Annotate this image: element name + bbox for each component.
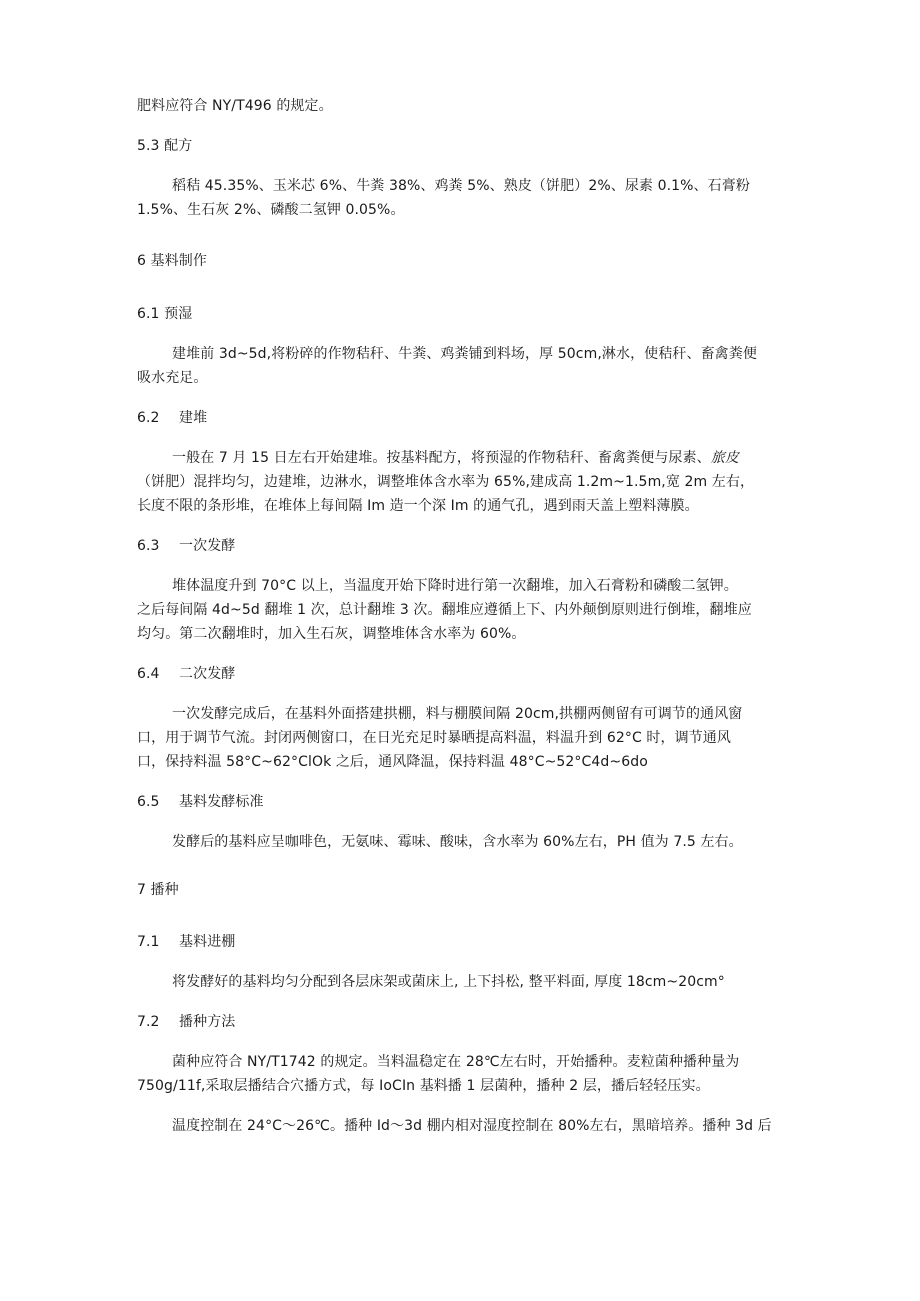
- section-number: 7.1: [137, 934, 160, 950]
- section-number: 7.2: [137, 1014, 160, 1030]
- paragraph-line: 长度不限的条形堆，在堆体上每间隔 Im 造一个深 Im 的通气孔，遇到雨天盖上塑料薄膜。: [137, 498, 699, 514]
- paragraph-line: 肥料应符合 NY/T496 的规定。: [137, 98, 333, 114]
- paragraph-line: 吸水充足。: [137, 370, 208, 386]
- paragraph-line: 一次发酵完成后，在基料外面搭建拱棚，料与棚膜间隔 20cm,拱棚两侧留有可调节的通风窗: [172, 706, 743, 722]
- paragraph-line: [172, 448, 797, 468]
- paragraph-line: 发酵后的基料应呈咖啡色，无氨味、霉味、酸味，含水率为 60%左右，PH 值为 7.5 左右。: [172, 834, 743, 850]
- paragraph-line: 750g∕11f,采取层播结合穴播方式，每 IoCIn 基料播 1 层菌种，播种 2 层，播后轻轻压实。: [137, 1078, 710, 1094]
- section-title: 基料发酵标准: [179, 794, 264, 810]
- paragraph-line: 菌种应符合 NY/T1742 的规定。当料温稳定在 28℃左右时，开始播种。麦粒菌种播种量为: [172, 1054, 740, 1070]
- paragraph-line: 口，用于调节气流。封闭两侧窗口，在日光充足时暴晒提高料温，料温升到 62°C 时，调节通风: [137, 730, 731, 746]
- text-run-italic: 旅皮: [710, 450, 739, 466]
- text-run: 一般在 7 月 15 日左右开始建堆。按基料配方，将预湿的作物秸秆、畜禽粪便与尿素、: [172, 450, 711, 466]
- paragraph-line: 将发酵好的基料均匀分配到各层床架或菌床上, 上下抖松, 整平料面, 厚度 18cm~20cm°: [172, 974, 725, 990]
- paragraph-line: 建堆前 3d~5d,将粉碎的作物秸秆、牛粪、鸡粪铺到料场，厚 50cm,淋水，使秸秆、畜禽粪便: [172, 346, 757, 362]
- paragraph-line: 均匀。第二次翻堆时，加入生石灰，调整堆体含水率为 60%。: [137, 626, 526, 642]
- section-heading-7-1: [137, 932, 797, 952]
- section-number: 6.4: [137, 666, 160, 682]
- paragraph-line: 稻秸 45.35%、玉米芯 6%、牛粪 38%、鸡粪 5%、熟皮（饼肥）2%、尿素 0.1%、石膏粉: [172, 178, 750, 194]
- section-heading-5-3: 5.3 配方: [137, 138, 193, 154]
- section-title: 播种方法: [179, 1014, 236, 1030]
- section-heading-6-4: [137, 664, 797, 684]
- section-heading-6-2: [137, 408, 797, 428]
- section-heading-6-1: 6.1 预湿: [137, 306, 193, 322]
- section-title: 建堆: [179, 410, 208, 426]
- section-number: 6.3: [137, 538, 160, 554]
- section-heading-7: 7 播种: [137, 882, 179, 898]
- section-number: 6.2: [137, 410, 160, 426]
- section-heading-6-5: [137, 792, 797, 812]
- section-heading-7-2: [137, 1012, 797, 1032]
- section-heading-6: 6 基料制作: [137, 253, 207, 269]
- paragraph-line: 口，保持料温 58°C~62°ClOk 之后，通风降温，保持料温 48°C~52°C4d~6do: [137, 754, 648, 770]
- section-number: 6.5: [137, 794, 160, 810]
- paragraph-line: （饼肥）混拌均匀，边建堆，边淋水，调整堆体含水率为 65%,建成高 1.2m~1.5m,宽 2m 左右，: [137, 474, 755, 490]
- section-title: 基料进棚: [179, 934, 236, 950]
- paragraph-line: 之后每间隔 4d~5d 翻堆 1 次，总计翻堆 3 次。翻堆应遵循上下、内外颠倒原则进行倒堆，翻堆应: [137, 602, 752, 618]
- section-title: 一次发酵: [179, 538, 236, 554]
- section-heading-6-3: [137, 536, 797, 556]
- paragraph-line: 1.5%、生石灰 2%、磷酸二氢钾 0.05%。: [137, 202, 405, 218]
- paragraph-line: 温度控制在 24°C～26℃。播种 Id～3d 棚内相对湿度控制在 80%左右，黑暗培养。播种 3d 后: [172, 1118, 772, 1134]
- section-title: 二次发酵: [179, 666, 236, 682]
- paragraph-line: 堆体温度升到 70°C 以上，当温度开始下降时进行第一次翻堆，加入石膏粉和磷酸二氢钾。: [172, 578, 738, 594]
